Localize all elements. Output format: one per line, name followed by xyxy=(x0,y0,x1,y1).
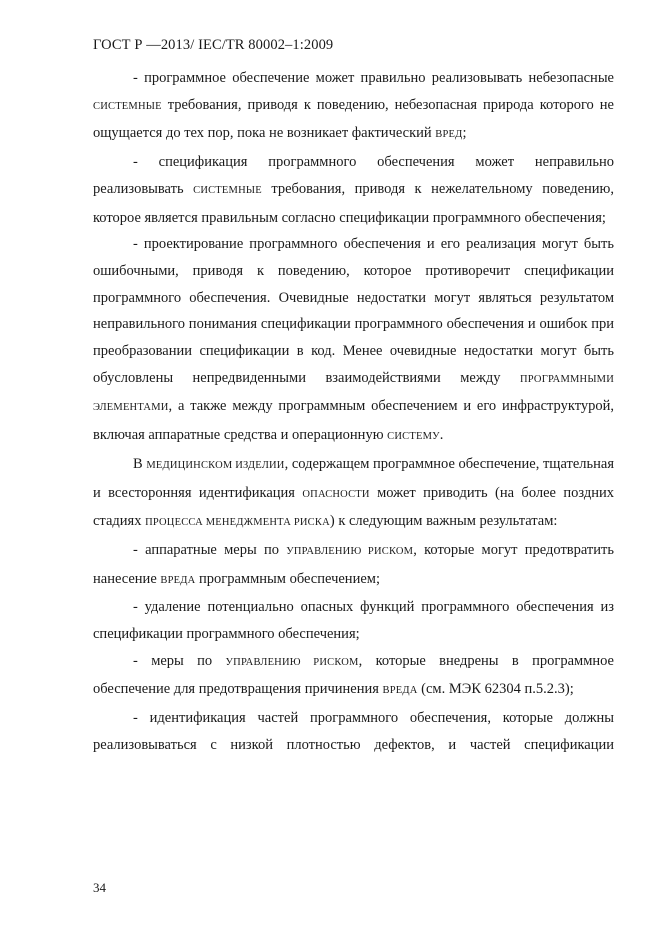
running-header: ГОСТ Р —2013/ IEC/TR 80002–1:2009 xyxy=(93,37,334,53)
list-item-incorrect-specification: - спецификация программного обеспечения может неправильно реализовывать СИСТЕМНЫЕ требования, приводя к нежелательному поведению, которое является правильным согласно спецификации программного обеспечения; xyxy=(93,154,614,226)
list-item-remove-functions: - удаление потенциально опасных функций программного обеспечения из спецификации программного обеспечения; xyxy=(93,599,614,643)
list-item-low-defect-parts: - идентификация частей программного обеспечения, которые должны реализовываться с низкой плотностью дефектов, и частей спецификации xyxy=(93,710,614,753)
list-item-hardware-measures: - аппаратные меры по УПРАВЛЕНИЮ РИСКОМ, которые могут предотвратить нанесение ВРЕДА программным обеспечением; xyxy=(93,541,614,587)
list-item-unsafe-requirements: - программное обеспечение может правильно реализовывать небезопасные СИСТЕМНЫЕ требования, приводя к поведению, небезопасная природа которого не ощущается до тех пор, пока не возникает фактический ВРЕД; xyxy=(93,70,614,142)
list-item-design-errors: - проектирование программного обеспечения и его реализация могут быть ошибочными, приводя к поведению, которое противоречит спецификации программного обеспечения. Очевидные недостатки могут являться результатом неправильного понимания спецификации программного обеспечения и ошибок при преобразовании спецификации в код. Менее очевидные недостатки могут быть обусловлены непредвиденными взаимодействиями между ПРОГРАММНЫМИ ЭЛЕМЕНТАМИ, а также между программным обеспечением и его инфраструктурой, включая аппаратные средства и операционную СИСТЕМУ. xyxy=(93,236,614,444)
list-item-software-measures: - меры по УПРАВЛЕНИЮ РИСКОМ, которые внедрены в программное обеспечение для предотвращения причинения ВРЕДА (см. МЭК 62304 п.5.2.3); xyxy=(93,652,614,698)
body-text xyxy=(93,65,614,759)
page-number: 34 xyxy=(93,880,106,895)
paragraph-hazard-identification: В МЕДИЦИНСКОМ ИЗДЕЛИИ, содержащем программное обеспечение, тщательная и всесторонняя идентификация ОПАСНОСТИ может приводить (на более поздних стадиях ПРОЦЕССА МЕНЕДЖМЕНТА РИСКА) к следующим важным результатам: xyxy=(93,455,615,530)
